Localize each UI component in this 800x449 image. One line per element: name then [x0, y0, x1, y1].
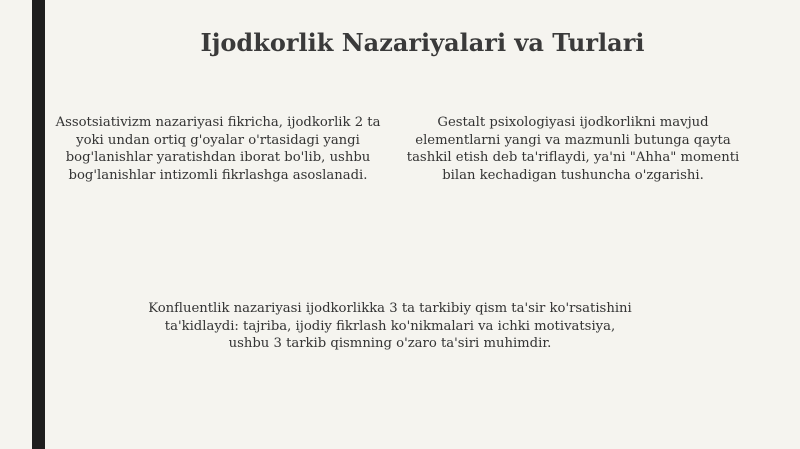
slide-title: Ijodkorlik Nazariyalari va Turlari — [200, 28, 645, 57]
left-accent-bar — [32, 0, 45, 449]
gestalt-paragraph: Gestalt psixologiyasi ijodkorlikni mavjud elementlarni yangi va mazmunli butunga qayta tashkil etish deb ta'riflaydi, ya'ni "Ahha" momenti bilan kechadigan tushuncha o'zgarishi. — [406, 115, 740, 183]
associativism-paragraph: Assotsiativizm nazariyasi fikricha, ijodkorlik 2 ta yoki undan ortiq g'oyalar o'rtasidagi yangi bog'lanishlar yaratishdan iborat bo'lib, ushbu bog'lanishlar intizomli fikrlashga asoslanadi. — [55, 115, 381, 183]
confluence-paragraph: Konfluentlik nazariyasi ijodkorlikka 3 ta tarkibiy qism ta'sir ko'rsatishini ta'kidlaydi: tajriba, ijodiy fikrlash ko'nikmalari va ichki motivatsiya, ushbu 3 tarkib qismning o'zaro ta'siri muhimdir. — [148, 301, 632, 351]
